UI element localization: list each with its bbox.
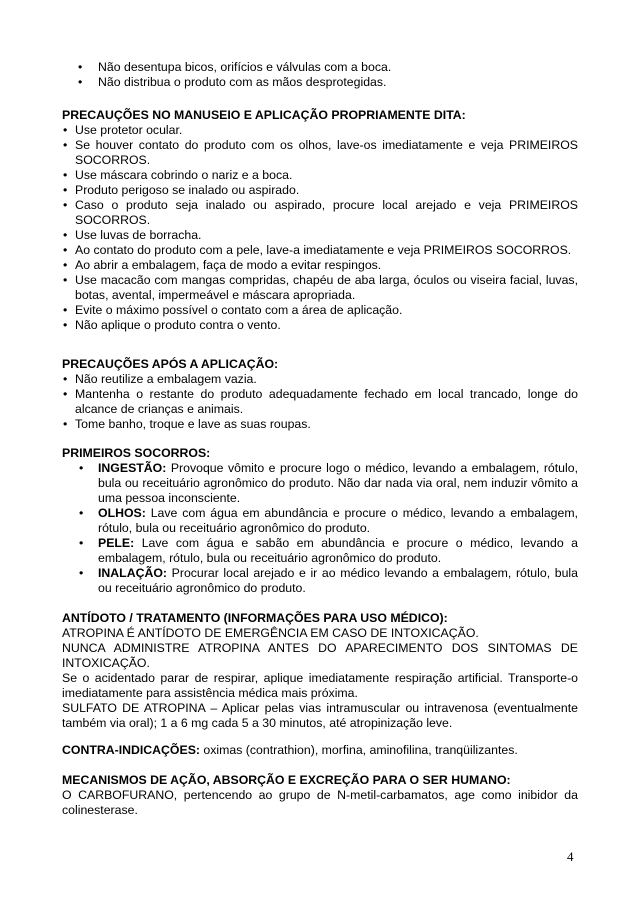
item-text: Procurar local arejado e ir ao médico levando a embalagem, rótulo, bula ou receituário agronômico do produto. (98, 566, 578, 595)
item-label: PELE: (98, 536, 135, 550)
list-item: • Ao contato do produto com a pele, lave-a imediatamente e veja PRIMEIROS SOCORROS. (62, 243, 578, 258)
item-label: INGESTÃO: (98, 461, 167, 475)
paragraph: ATROPINA É ANTÍDOTO DE EMERGÊNCIA EM CASO DE INTOXICAÇÃO. (62, 626, 479, 640)
section-heading: PRIMEIROS SOCORROS: (62, 446, 211, 460)
item-text: Provoque vômito e procure logo o médico, levando a embalagem, rótulo, bula ou receituário agronômico do produto. Não dar nada via oral, nem induzir vômito a uma pessoa inconsciente. (98, 461, 578, 505)
list-item (62, 566, 578, 596)
section-socorros (62, 446, 578, 596)
list-item (62, 536, 578, 566)
section-mecanismos (62, 773, 578, 818)
section-heading: ANTÍDOTO / TRATAMENTO (INFORMAÇÕES PARA USO MÉDICO): (62, 611, 448, 625)
list-item: • Mantenha o restante do produto adequadamente fechado em local trancado, longe do alcance de crianças e animais. (62, 387, 578, 417)
intro-list (62, 60, 578, 90)
section-apos (62, 357, 578, 432)
section-heading: PRECAUÇÕES NO MANUSEIO E APLICAÇÃO PROPRIAMENTE DITA: (62, 108, 466, 122)
section-heading: MECANISMOS DE AÇÃO, ABSORÇÃO E EXCREÇÃO PARA O SER HUMANO: (62, 773, 511, 787)
list-item: • Use luvas de borracha. (62, 228, 578, 243)
list-item: • Não distribua o produto com as mãos desprotegidas. (62, 75, 578, 90)
list-item: • Use macacão com mangas compridas, chapéu de aba larga, óculos ou viseira facial, luvas, botas, avental, impermeável e máscara apropriada. (62, 273, 578, 303)
list-item: • Não aplique o produto contra o vento. (62, 318, 578, 333)
paragraph: O CARBOFURANO, pertencendo ao grupo de N-metil-carbamatos, age como inibidor da colinesterase. (62, 788, 578, 817)
list-item: • Tome banho, troque e lave as suas roupas. (62, 417, 578, 432)
section-contra (62, 743, 578, 758)
list-item: • Ao abrir a embalagem, faça de modo a evitar respingos. (62, 258, 578, 273)
list-item: • Se houver contato do produto com os olhos, lave-os imediatamente e veja PRIMEIROS SOCORROS. (62, 138, 578, 168)
list-item: • Não desentupa bicos, orifícios e válvulas com a boca. (62, 60, 578, 75)
section-manuseio (62, 108, 578, 333)
section-antidoto (62, 611, 578, 731)
paragraph: Se o acidentado parar de respirar, aplique imediatamente respiração artificial. Transporte-o imediatamente para assistência médica mais próxima. (62, 671, 578, 700)
section-heading: PRECAUÇÕES APÓS A APLICAÇÃO: (62, 357, 279, 371)
section-heading: CONTRA-INDICAÇÕES: (62, 743, 200, 757)
list-item (62, 461, 578, 506)
item-label: OLHOS: (98, 506, 146, 520)
paragraph: SULFATO DE ATROPINA – Aplicar pelas vias intramuscular ou intravenosa (eventualmente também via oral); 1 a 6 mg cada 5 a 30 minutos, até atropinização leve. (62, 701, 578, 730)
paragraph: NUNCA ADMINISTRE ATROPINA ANTES DO APARECIMENTO DOS SINTOMAS DE INTOXICAÇÃO. (62, 641, 578, 670)
item-text: Lave com água em abundância e procure o médico, levando a embalagem, rótulo, bula ou receituário agronômico do produto. (98, 506, 578, 535)
list-item: • Produto perigoso se inalado ou aspirado. (62, 183, 578, 198)
paragraph: oximas (contrathion), morfina, aminofilina, tranqüilizantes. (200, 743, 518, 757)
list-item (62, 506, 578, 536)
list-item: • Use máscara cobrindo o nariz e a boca. (62, 168, 578, 183)
page-number: 4 (567, 849, 574, 864)
list-item: • Não reutilize a embalagem vazia. (62, 372, 578, 387)
list-item: • Evite o máximo possível o contato com a área de aplicação. (62, 303, 578, 318)
list-item: • Use protetor ocular. (62, 123, 578, 138)
item-text: Lave com água e sabão em abundância e procure o médico, levando a embalagem, rótulo, bula ou receituário agronômico do produto. (98, 536, 578, 565)
list-item: • Caso o produto seja inalado ou aspirado, procure local arejado e veja PRIMEIROS SOCORROS. (62, 198, 578, 228)
item-label: INALAÇÃO: (98, 566, 167, 580)
